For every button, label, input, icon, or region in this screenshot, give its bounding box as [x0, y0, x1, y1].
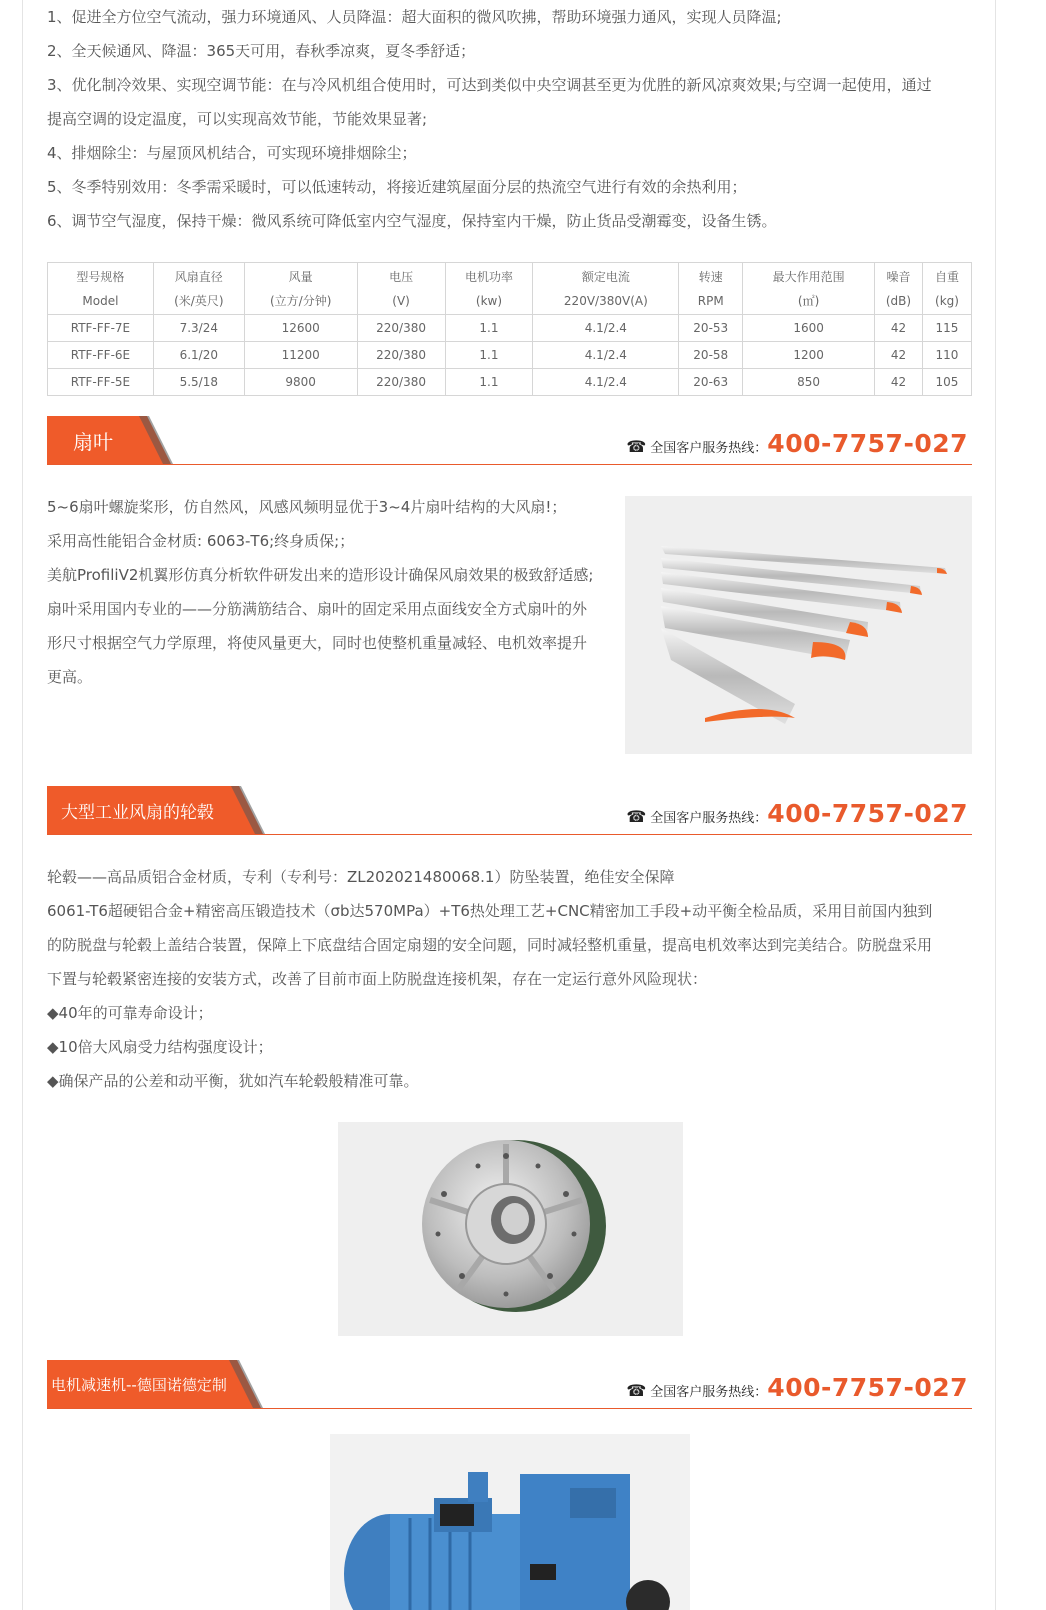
spec-cell: 1.1: [445, 342, 533, 369]
spec-header-cell: 自重 (kg): [922, 263, 971, 315]
hotline-label: 全国客户服务热线：: [650, 1385, 768, 1400]
spec-header-cell: 转速 RPM: [679, 263, 743, 315]
blade-line: 扇叶采用国内专业的——分筋满筋结合、扇叶的固定采用点面线安全方式扇叶的外: [47, 600, 588, 618]
blade-line: 采用高性能铝合金材质: 6063-T6;终身质保;；: [47, 532, 355, 550]
blade-line: 更高。: [47, 668, 93, 686]
blade-description: [47, 490, 617, 694]
spec-cell: 5.5/18: [153, 369, 244, 396]
table-row: [48, 315, 972, 342]
blade-image: [625, 496, 972, 754]
spec-cell: 12600: [244, 315, 357, 342]
motor-image: [330, 1434, 690, 1610]
spec-table: [47, 262, 972, 396]
table-row: [48, 369, 972, 396]
spec-cell: 20-58: [679, 342, 743, 369]
hub-image: [338, 1122, 683, 1336]
fan-blades-illustration: [625, 496, 972, 754]
feature-line: 1、促进全方位空气流动，强力环境通风、人员降温：超大面积的微风吹拂，帮助环境强力通风，实现人员降温;: [47, 8, 782, 26]
hotline: [626, 799, 968, 828]
spec-cell: 4.1/2.4: [533, 315, 679, 342]
phone-icon: ☎: [626, 807, 647, 826]
spec-cell: 20-63: [679, 369, 743, 396]
spec-header-cell: 噪音 (dB): [875, 263, 923, 315]
spec-cell: 42: [875, 342, 923, 369]
section-title: 电机减速机--德国诺德定制: [51, 1376, 227, 1394]
spec-cell: 4.1/2.4: [533, 369, 679, 396]
hub-line: 6061-T6超硬铝合金+精密高压锻造技术（σb达570MPa）+T6热处理工艺+CNC精密加工手段+动平衡全检品质，采用目前国内独到: [47, 902, 933, 920]
phone-icon: ☎: [626, 437, 647, 456]
spec-header-cell: 额定电流 220V/380V(A): [533, 263, 679, 315]
spec-cell: 220/380: [357, 369, 445, 396]
table-row: [48, 342, 972, 369]
hub-line: ◆10倍大风扇受力结构强度设计；: [47, 1038, 273, 1056]
hub-line: 轮毂——高品质铝合金材质，专利（专利号：ZL202021480068.1）防坠装置，绝佳安全保障: [47, 868, 675, 886]
hotline: [626, 429, 968, 458]
feature-line: 4、排烟除尘：与屋顶风机结合，可实现环境排烟除尘；: [47, 144, 417, 162]
hub-line: 的防脱盘与轮毂上盖结合装置，保障上下底盘结合固定扇翅的安全问题，同时减轻整机重量，提高电机效率达到完美结合。防脱盘采用: [47, 936, 933, 954]
spec-cell: 1600: [743, 315, 875, 342]
hub-line: ◆确保产品的公差和动平衡，犹如汽车轮毂般精准可靠。: [47, 1072, 419, 1090]
hub-line: 下置与轮毂紧密连接的安装方式，改善了目前市面上防脱盘连接机架，存在一定运行意外风险现状：: [47, 970, 708, 988]
spec-cell: RTF-FF-7E: [48, 315, 154, 342]
spec-cell: 105: [922, 369, 971, 396]
section-header-blade: [47, 414, 972, 465]
feature-list: [47, 0, 972, 238]
hotline-number[interactable]: 400-7757-027: [767, 799, 968, 828]
spec-header-cell: 电机功率 (kw): [445, 263, 533, 315]
spec-cell: 220/380: [357, 342, 445, 369]
spec-header-row: [48, 263, 972, 315]
spec-cell: 42: [875, 315, 923, 342]
spec-header-cell: 电压 (V): [357, 263, 445, 315]
spec-header-cell: 型号规格 Model: [48, 263, 154, 315]
blade-line: 美航ProfiliV2机翼形仿真分析软件研发出来的造形设计确保风扇效果的极致舒适感;: [47, 566, 594, 584]
spec-cell: 6.1/20: [153, 342, 244, 369]
feature-line: 2、全天候通风、降温：365天可用，春秋季凉爽，夏冬季舒适；: [47, 42, 476, 60]
feature-line: 提高空调的设定温度，可以实现高效节能，节能效果显著;: [47, 110, 428, 128]
hotline-label: 全国客户服务热线：: [650, 811, 768, 826]
blade-line: 形尺寸根据空气力学原理，将使风量更大，同时也使整机重量减轻、电机效率提升: [47, 634, 588, 652]
spec-cell: 1200: [743, 342, 875, 369]
hub-line: ◆40年的可靠寿命设计；: [47, 1004, 213, 1022]
spec-cell: 115: [922, 315, 971, 342]
section-header-hub: [47, 784, 972, 835]
hotline-label: 全国客户服务热线：: [650, 441, 768, 456]
hotline-number[interactable]: 400-7757-027: [767, 429, 968, 458]
blade-line: 5~6扇叶螺旋桨形，仿自然风，风感风频明显优于3~4片扇叶结构的大风扇!；: [47, 498, 567, 516]
spec-cell: 9800: [244, 369, 357, 396]
spec-cell: RTF-FF-5E: [48, 369, 154, 396]
feature-line: 3、优化制冷效果、实现空调节能：在与冷风机组合使用时，可达到类似中央空调甚至更为优胜的新风凉爽效果;与空调一起使用，通过: [47, 76, 932, 94]
spec-header-cell: 最大作用范围 (㎡): [743, 263, 875, 315]
section-title: 扇叶: [73, 430, 113, 454]
spec-cell: 42: [875, 369, 923, 396]
spec-cell: 220/380: [357, 315, 445, 342]
hotline-number[interactable]: 400-7757-027: [767, 1373, 968, 1402]
spec-cell: 850: [743, 369, 875, 396]
spec-cell: 4.1/2.4: [533, 342, 679, 369]
spec-cell: RTF-FF-6E: [48, 342, 154, 369]
section-header-motor: [47, 1358, 972, 1409]
feature-line: 6、调节空气湿度，保持干燥：微风系统可降低室内空气湿度，保持室内干燥，防止货品受潮霉变，设备生锈。: [47, 212, 777, 230]
spec-cell: 1.1: [445, 315, 533, 342]
phone-icon: ☎: [626, 1381, 647, 1400]
feature-line: 5、冬季特别效用：冬季需采暖时，可以低速转动，将接近建筑屋面分层的热流空气进行有效的余热利用；: [47, 178, 747, 196]
hotline: [626, 1373, 968, 1402]
spec-cell: 11200: [244, 342, 357, 369]
spec-header-cell: 风扇直径 (米/英尺): [153, 263, 244, 315]
section-title: 大型工业风扇的轮毂: [61, 803, 214, 823]
motor-illustration: [330, 1434, 690, 1610]
spec-header-cell: 风量 (立方/分钟): [244, 263, 357, 315]
spec-cell: 20-53: [679, 315, 743, 342]
spec-cell: 1.1: [445, 369, 533, 396]
spec-cell: 110: [922, 342, 971, 369]
hub-description: [47, 860, 972, 1098]
spec-cell: 7.3/24: [153, 315, 244, 342]
hub-illustration: [338, 1122, 683, 1336]
